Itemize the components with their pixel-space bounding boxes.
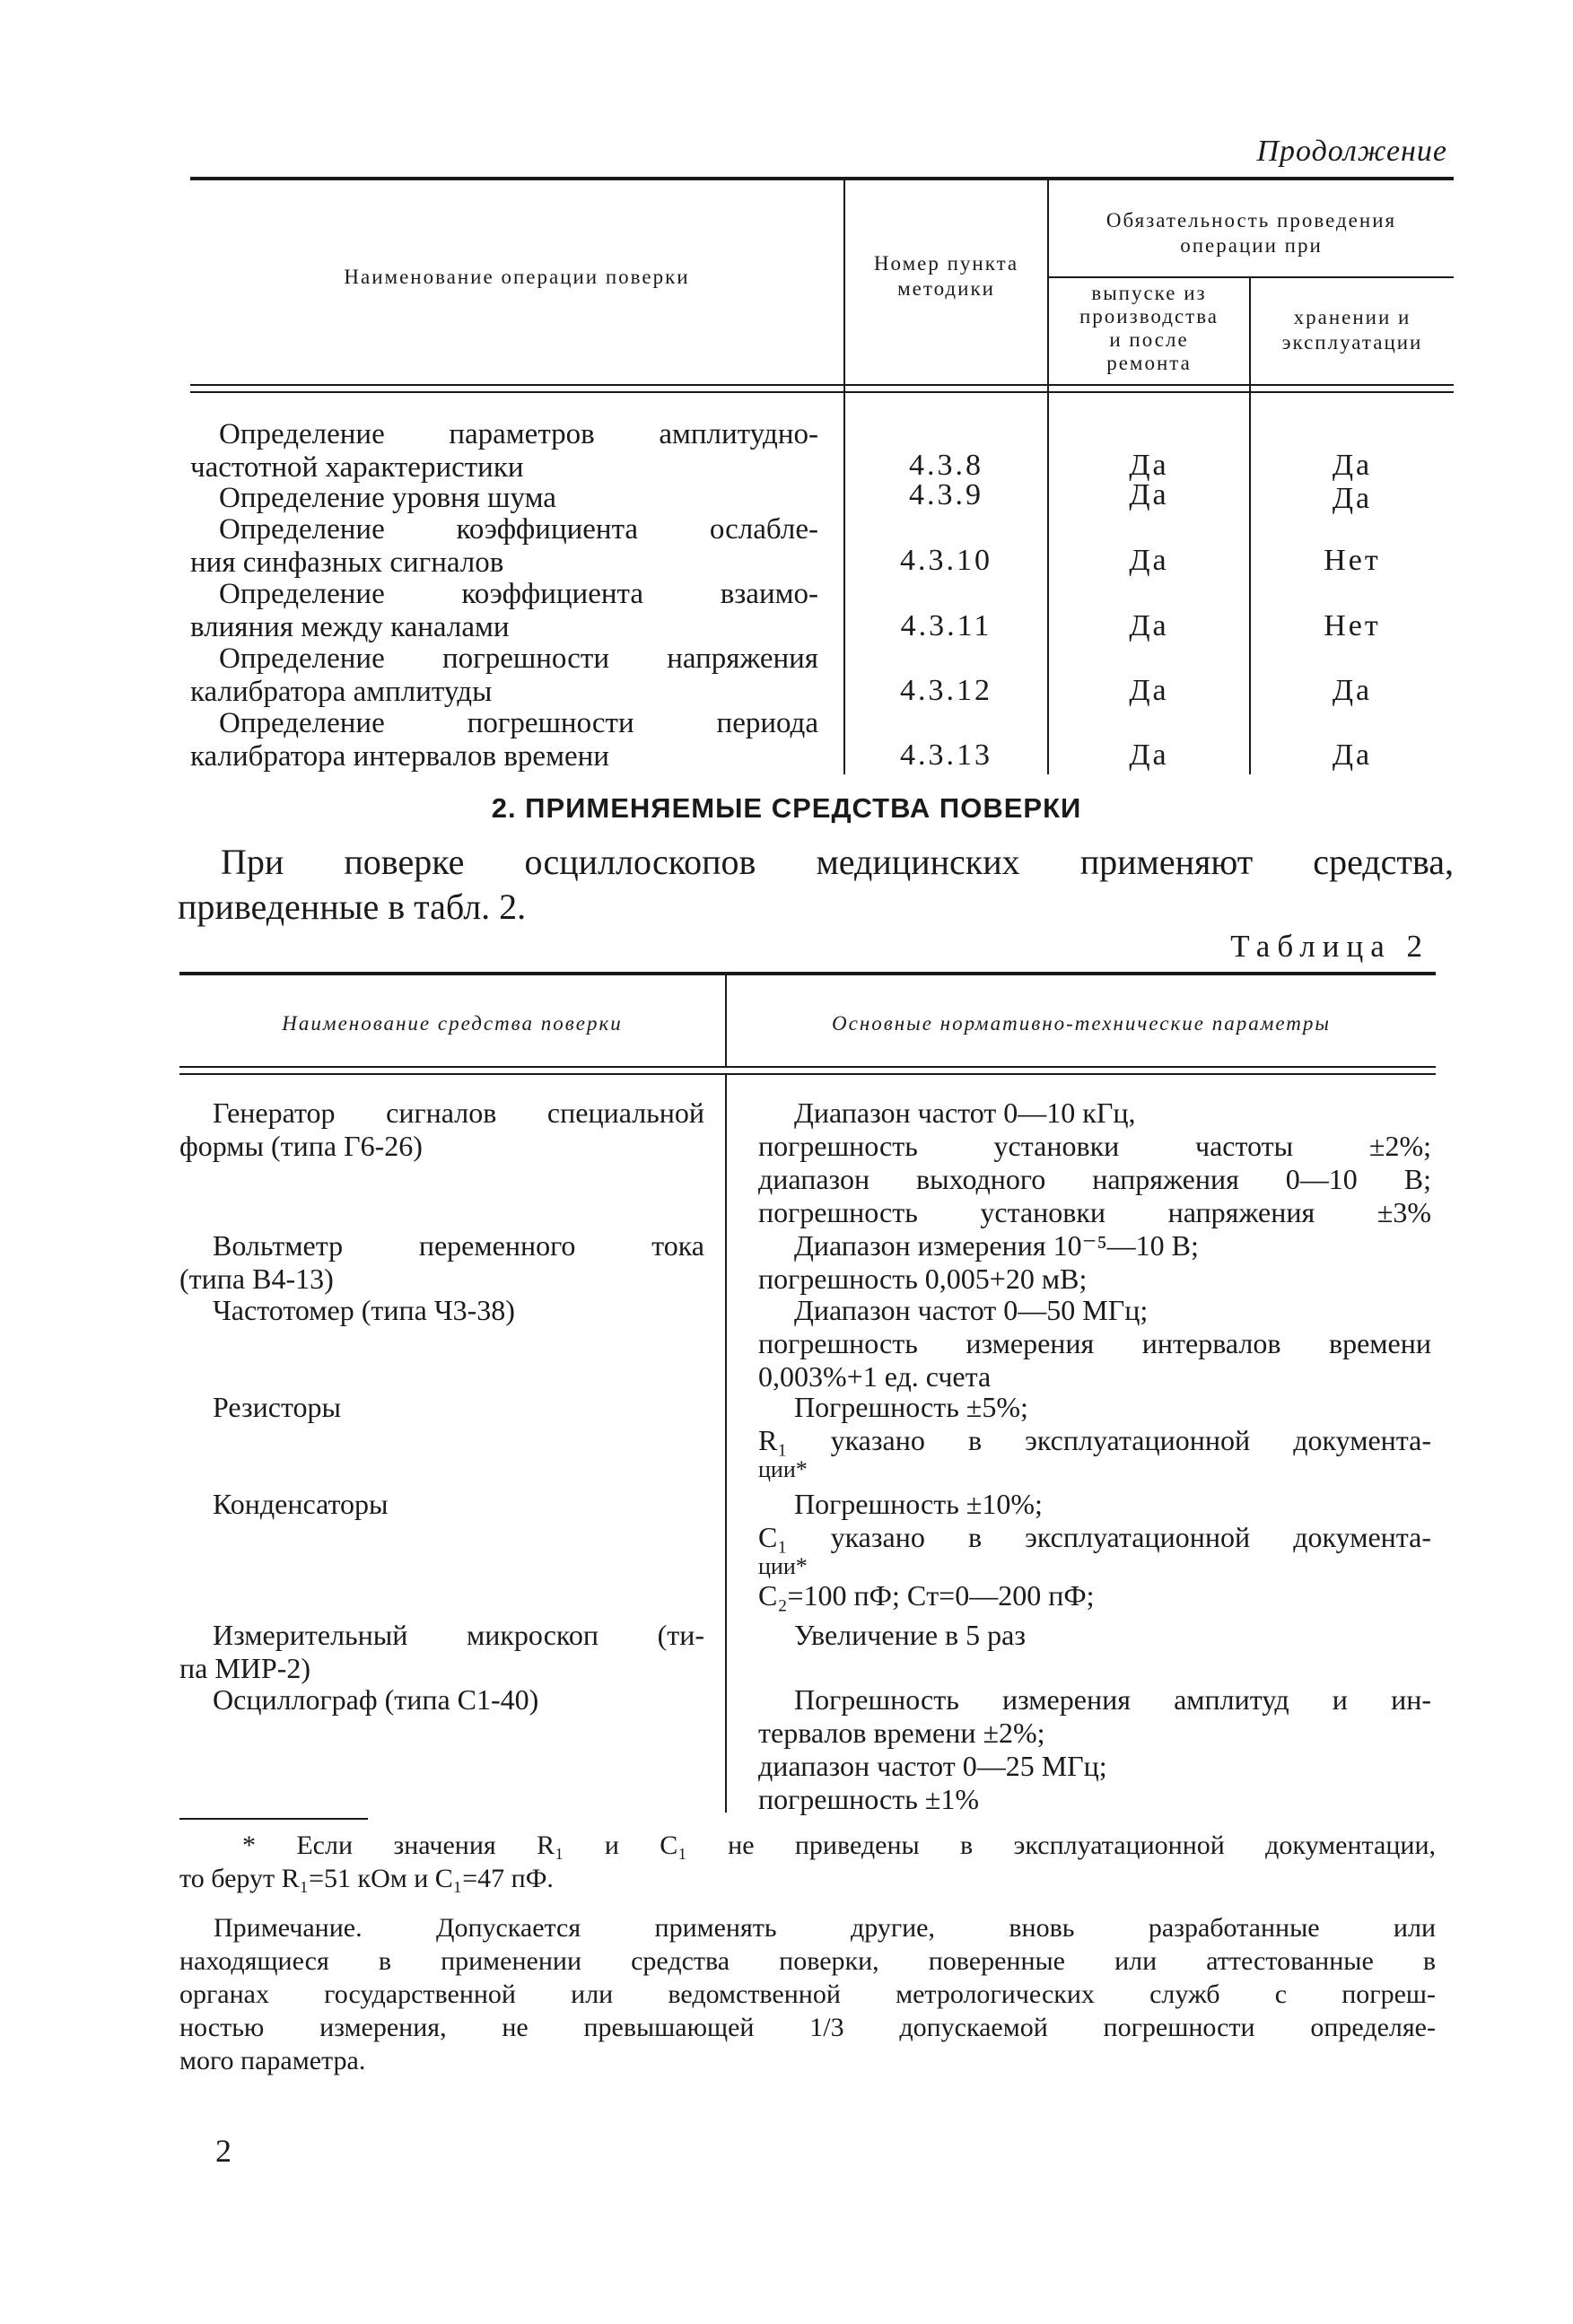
table-row <box>213 1488 704 1521</box>
note-line4: ностью измерения, не превышающей 1/3 допускаемой погрешности определяе- <box>179 2013 1436 2042</box>
table-row <box>190 578 818 644</box>
section-title: 2. ПРИМЕНЯЕМЫЕ СРЕДСТВА ПОВЕРКИ <box>491 792 1082 824</box>
table2-row7-params-line2: тервалов времени ±2%; <box>758 1717 1045 1749</box>
note-paragraph <box>179 1911 1436 2077</box>
table1-header-release-line3: и после <box>1109 328 1189 351</box>
table2-row4-params-line3: ции* <box>758 1456 808 1482</box>
table1-header-release-line2: производства <box>1079 305 1219 328</box>
footnote <box>179 1829 1436 1895</box>
table1-header-mandatory <box>1049 208 1454 258</box>
table1-row2-name-line1: Определение уровня шума <box>219 482 556 514</box>
table2-caption: Таблица 2 <box>1230 929 1429 964</box>
table1-row1-release: Да <box>1129 449 1169 482</box>
table2-row5-params-line2: C₁ указано в эксплуатационной документа- <box>758 1521 1431 1553</box>
table1-row3-name-line1: Определение коэффициента ослабле- <box>219 513 818 546</box>
table2-row4-params-line2: R₁ указано в эксплуатационной документа- <box>758 1424 1431 1456</box>
page-number: 2 <box>215 2133 232 2169</box>
table2-row5-name-line1: Конденсаторы <box>213 1488 389 1520</box>
table2-row2-name-line2: (типа В4-13) <box>179 1262 334 1295</box>
table2-row6-name-line2: па МИР-2) <box>179 1652 310 1684</box>
table1-row4-storage: Нет <box>1324 609 1381 642</box>
table1-header-storage <box>1251 305 1454 355</box>
table-row <box>190 513 818 580</box>
table1-row5-name-line1: Определение погрешности напряжения <box>219 642 818 675</box>
table2-row3-params-line2: погрешность измерения интервалов времени <box>758 1327 1431 1359</box>
table2-row7-params-line4: погрешность ±1% <box>758 1783 980 1815</box>
table1-row3-storage: Нет <box>1324 544 1381 577</box>
table-row <box>179 1619 704 1685</box>
table-row <box>190 642 818 709</box>
table1-row4-point: 4.3.11 <box>900 609 992 642</box>
table2-row7-params-line3: диапазон частот 0—25 МГц; <box>758 1750 1107 1782</box>
table1-row2-point: 4.3.9 <box>909 478 983 511</box>
table1-row6-storage: Да <box>1332 738 1373 772</box>
table2-row6-name-line1: Измерительный микроскоп (ти- <box>213 1619 704 1651</box>
table1-row1-storage: Да <box>1332 449 1373 482</box>
note-line1: Примечание. Допускается применять другие, вновь разработанные или <box>214 1913 1436 1943</box>
table2-row4-params-line1: Погрешность ±5%; <box>794 1391 1028 1423</box>
table-row <box>179 1096 704 1163</box>
table-row <box>213 1391 704 1424</box>
table-row <box>190 418 818 485</box>
table1-row6-name-line1: Определение погрешности периода <box>219 707 818 739</box>
table1-row5-storage: Да <box>1332 674 1373 707</box>
table2-row4-name-line1: Резисторы <box>213 1391 341 1423</box>
table2-header-params: Основные нормативно-технические параметры <box>832 1012 1331 1035</box>
table1-subheader-rule <box>1048 276 1454 278</box>
table2-row6-params <box>758 1619 1431 1652</box>
table1-header-point-line1: Номер пункта <box>873 252 1019 275</box>
table2-header-name: Наименование средства поверки <box>282 1012 623 1035</box>
table1-header-point <box>845 251 1047 301</box>
table2-header-double-rule-a <box>179 1066 1436 1068</box>
footnote-line2: то берут R₁=51 кОм и C₁=47 пФ. <box>179 1864 554 1893</box>
table2-row7-params-line1: Погрешность измерения амплитуд и ин- <box>794 1683 1431 1716</box>
table1-header-name: Наименование операции поверки <box>344 266 690 288</box>
table2-header-double-rule-b <box>179 1073 1436 1075</box>
table2-row3-params-line1: Диапазон частот 0—50 МГц; <box>794 1294 1149 1326</box>
table-row <box>213 1683 704 1717</box>
table2-row1-params-line2: погрешность установки частоты ±2%; <box>758 1130 1431 1162</box>
table1-header-storage-line2: эксплуатации <box>1281 331 1423 354</box>
table2-body-vline <box>725 1075 727 1813</box>
table1-header-release-line4: ремонта <box>1106 352 1192 374</box>
table1-header-double-rule-b <box>190 391 1454 393</box>
table2-row6-params-line1: Увеличение в 5 раз <box>794 1619 1026 1651</box>
note-line3: органах государственной или ведомственной метрологических служб с погреш- <box>179 1979 1436 2009</box>
table2-row1-params-line3: диапазон выходного напряжения 0—10 В; <box>758 1163 1431 1195</box>
table2-row5-params-line4: C₂=100 пФ; Cт=0—200 пФ; <box>758 1579 1095 1612</box>
table2-row4-params <box>758 1391 1431 1482</box>
table2-row1-params <box>758 1096 1431 1229</box>
table1-row6-name-line2: калибратора интервалов времени <box>190 740 609 773</box>
table1-row3-point: 4.3.10 <box>900 544 992 577</box>
table1-row1-name-line1: Определение параметров амплитудно- <box>219 418 818 450</box>
table2-row2-params-line1: Диапазон измерения 10⁻⁵—10 В; <box>794 1229 1199 1262</box>
footnote-line1: * Если значения R₁ и C₁ не приведены в эксплуатационной документации, <box>242 1830 1436 1860</box>
table1-row6-release: Да <box>1129 738 1169 772</box>
table1-header-point-line2: методики <box>897 277 995 300</box>
table-row <box>219 482 818 515</box>
table2-row3-params-line3: 0,003%+1 ед. счета <box>758 1360 992 1393</box>
table2-row5-params-line1: Погрешность ±10%; <box>794 1488 1043 1520</box>
table2-row5-params-line3: ции* <box>758 1553 808 1579</box>
continuation-label: Продолжение <box>1256 135 1447 168</box>
table1-row4-name-line2: влияния между каналами <box>190 611 510 643</box>
table2-row3-params <box>758 1294 1431 1394</box>
table1-row1-point: 4.3.8 <box>909 449 983 482</box>
table1-row2-storage: Да <box>1332 482 1373 515</box>
table1-row6-point: 4.3.13 <box>900 738 992 772</box>
table1-row5-point: 4.3.12 <box>900 674 992 707</box>
table1-row1-name-line2: частотной характеристики <box>190 451 524 484</box>
table-row <box>190 707 818 773</box>
table2-row1-name-line2: формы (типа Г6-26) <box>179 1130 423 1162</box>
table1-header-release-line1: выпуске из <box>1091 282 1207 304</box>
note-line2: находящиеся в применении средства поверки, поверенные или аттестованные в <box>179 1946 1436 1976</box>
table2-row1-name-line1: Генератор сигналов специальной <box>213 1096 704 1129</box>
table1-header-double-rule-a <box>190 384 1454 386</box>
table1-row2-release: Да <box>1129 478 1169 511</box>
table2-row7-name-line1: Осциллограф (типа С1-40) <box>213 1683 539 1716</box>
table1-header-storage-line1: хранении и <box>1293 306 1411 328</box>
section-paragraph-line2: приведенные в табл. 2. <box>178 887 527 927</box>
note-line5: мого параметра. <box>179 2046 366 2075</box>
table2-row2-name-line1: Вольтметр переменного тока <box>213 1229 704 1262</box>
table1-top-rule <box>190 177 1454 180</box>
table2-row5-params <box>758 1488 1431 1612</box>
table2-top-rule <box>179 972 1436 975</box>
table1-row3-name-line2: ния синфазных сигналов <box>190 546 504 579</box>
table1-header-release <box>1049 282 1249 375</box>
table1-row3-release: Да <box>1129 544 1169 577</box>
footnote-rule <box>179 1818 368 1820</box>
table2-row2-params-line2: погрешность 0,005+20 мВ; <box>758 1262 1088 1295</box>
table1-row5-name-line2: калибратора амплитуды <box>190 676 493 708</box>
table1-header-mandatory-line2: операции при <box>1180 234 1323 257</box>
table2-row7-params <box>758 1683 1431 1816</box>
table1-header-mandatory-line1: Обязательность проведения <box>1105 209 1397 232</box>
table2-row3-name-line1: Частотомер (типа Ч3-38) <box>213 1294 515 1326</box>
table2-row1-params-line1: Диапазон частот 0—10 кГц, <box>794 1096 1136 1129</box>
table2-row2-params <box>758 1229 1431 1296</box>
table-row <box>179 1229 704 1296</box>
table1-row5-release: Да <box>1129 674 1169 707</box>
table1-row4-release: Да <box>1129 609 1169 642</box>
table1-row4-name-line1: Определение коэффициента взаимо- <box>219 578 818 610</box>
table2-row1-params-line4: погрешность установки напряжения ±3% <box>758 1196 1431 1228</box>
table-row <box>213 1294 704 1327</box>
section-paragraph-line1: При поверке осциллоскопов медицинских применяют средства, <box>221 842 1454 882</box>
